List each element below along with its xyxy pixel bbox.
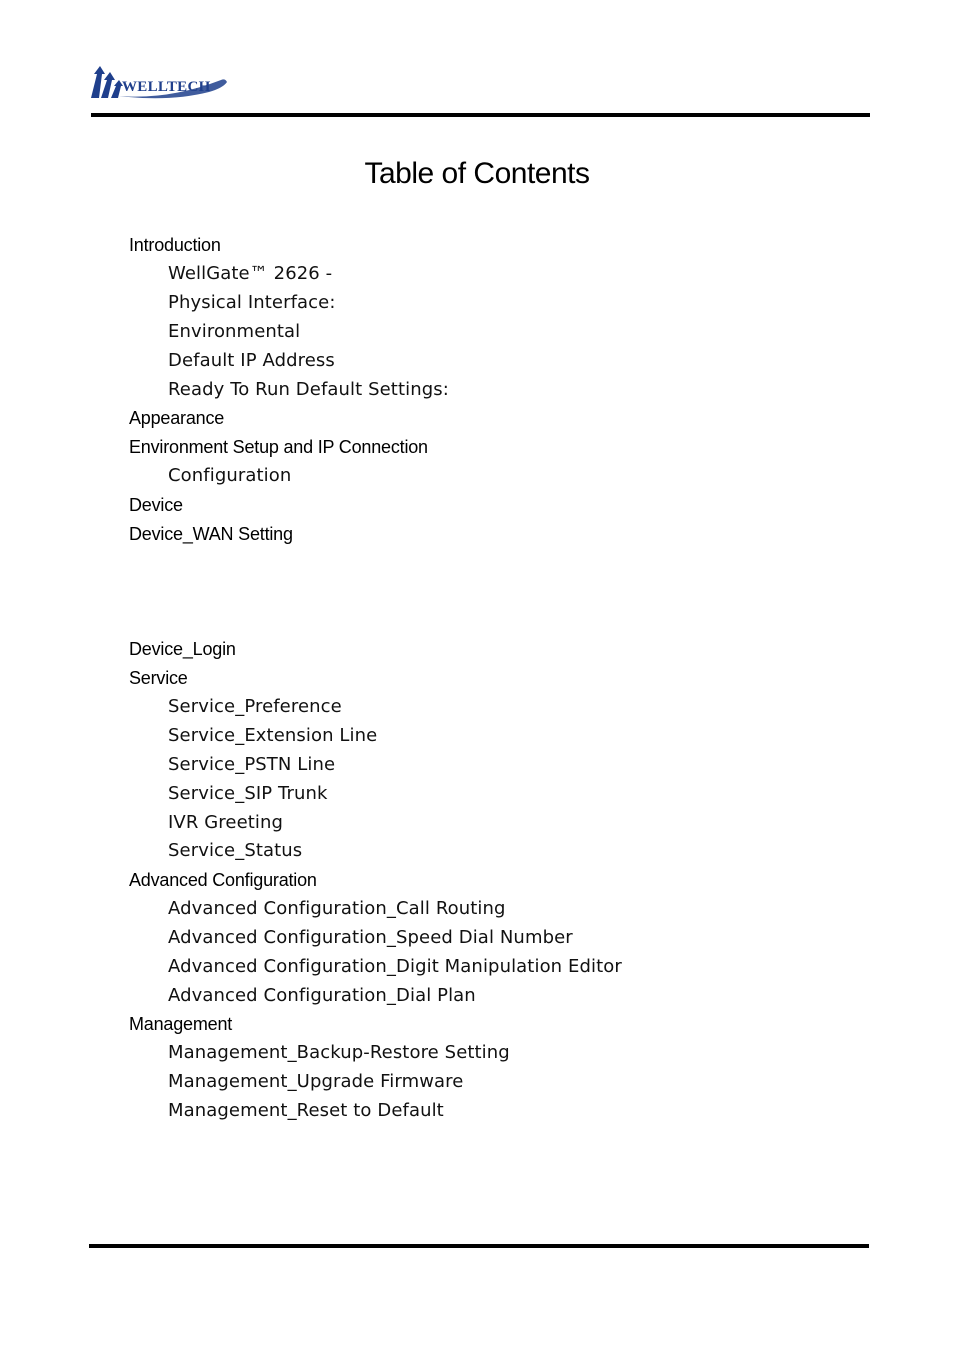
toc-entry-wellgate-2626[interactable]: WellGate™ 2626 - xyxy=(168,263,333,284)
toc-entry-appearance[interactable]: Appearance xyxy=(129,408,225,428)
toc-entry-adv-call-routing[interactable]: Advanced Configuration_Call Routing xyxy=(168,898,506,919)
toc-entry-adv-speed-dial[interactable]: Advanced Configuration_Speed Dial Number xyxy=(168,927,573,948)
toc-entry-adv-dial-plan[interactable]: Advanced Configuration_Dial Plan xyxy=(168,985,476,1006)
header-rule xyxy=(91,113,870,117)
toc-entry-service-preference[interactable]: Service_Preference xyxy=(168,696,342,717)
toc-entry-device-login[interactable]: Device_Login xyxy=(129,639,236,659)
toc-entry-ivr-greeting[interactable]: IVR Greeting xyxy=(168,812,284,833)
toc-entry-management[interactable]: Management xyxy=(129,1014,233,1034)
toc-entry-configuration[interactable]: Configuration xyxy=(168,465,292,486)
toc-entry-ready-to-run[interactable]: Ready To Run Default Settings: xyxy=(168,379,449,400)
toc-entry-environment-setup[interactable]: Environment Setup and IP Connection xyxy=(129,437,428,457)
toc-entry-default-ip-address[interactable]: Default IP Address xyxy=(168,350,335,371)
toc-entry-environmental[interactable]: Environmental xyxy=(168,321,301,342)
toc-entry-service-sip-trunk[interactable]: Service_SIP Trunk xyxy=(168,783,328,804)
welltech-logo xyxy=(89,66,229,100)
footer-rule xyxy=(89,1244,869,1248)
toc-entry-mgmt-reset-default[interactable]: Management_Reset to Default xyxy=(168,1100,444,1121)
logo-text: WELLTECH xyxy=(122,79,211,95)
toc-entry-service-extension-line[interactable]: Service_Extension Line xyxy=(168,725,378,746)
toc-entry-service-pstn-line[interactable]: Service_PSTN Line xyxy=(168,754,336,775)
toc-entry-device[interactable]: Device xyxy=(129,495,183,515)
toc-entry-mgmt-upgrade-firmware[interactable]: Management_Upgrade Firmware xyxy=(168,1071,464,1092)
toc-entry-introduction[interactable]: Introduction xyxy=(129,235,221,255)
toc-entry-advanced-configuration[interactable]: Advanced Configuration xyxy=(129,870,317,890)
toc-entry-adv-digit-manipulation[interactable]: Advanced Configuration_Digit Manipulation Editor xyxy=(168,956,622,977)
toc-entry-mgmt-backup-restore[interactable]: Management_Backup-Restore Setting xyxy=(168,1042,510,1063)
toc-entry-physical-interface[interactable]: Physical Interface: xyxy=(168,292,336,313)
toc-entry-service-status[interactable]: Service_Status xyxy=(168,840,303,861)
toc-entry-device-wan-setting[interactable]: Device_WAN Setting xyxy=(129,524,293,544)
page-title: Table of Contents xyxy=(364,157,590,190)
toc-entry-service[interactable]: Service xyxy=(129,668,188,688)
